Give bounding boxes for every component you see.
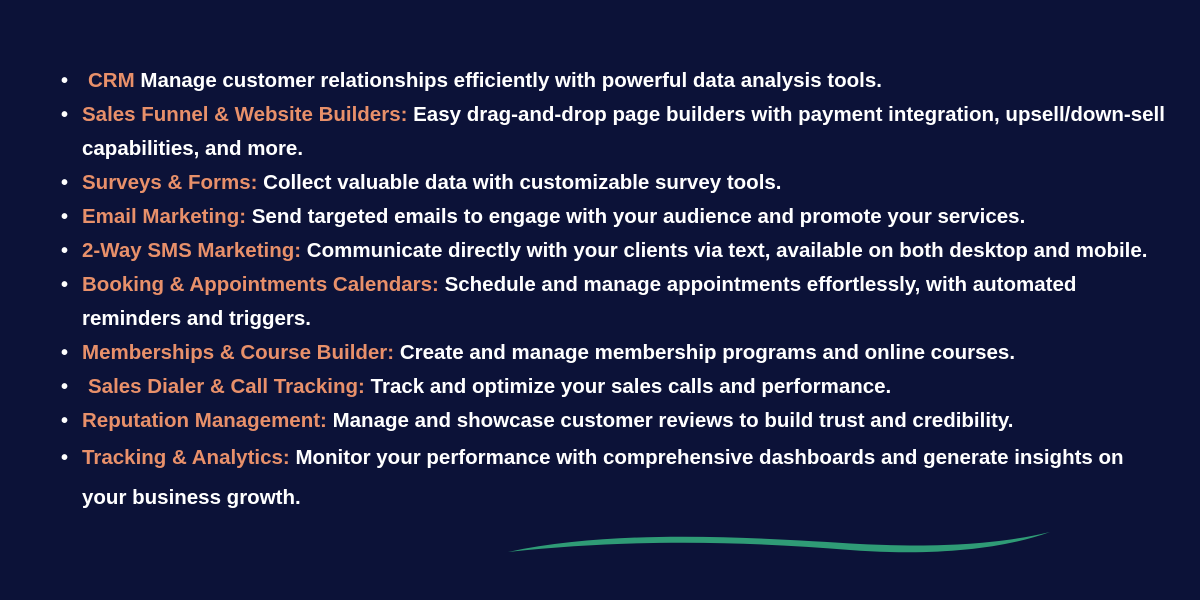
feature-description: Create and manage membership programs and online courses. — [399, 341, 1016, 364]
feature-list — [60, 64, 1172, 518]
feature-title: 2-Way SMS Marketing: — [82, 239, 302, 262]
bullet-icon: • — [61, 172, 69, 194]
feature-description: Easy drag-and-drop page builders with payment integration, upsell/down-sell capabilities, and more. — [82, 103, 1165, 160]
feature-title: Memberships & Course Builder: — [82, 341, 395, 364]
feature-item-booking — [61, 268, 1172, 336]
bullet-icon: • — [61, 410, 69, 432]
feature-title: Tracking & Analytics: — [82, 446, 290, 469]
feature-title: Sales Dialer & Call Tracking: — [88, 375, 365, 398]
feature-description: Communicate directly with your clients via text, available on both desktop and mobile. — [306, 239, 1148, 262]
feature-item-email-marketing — [61, 200, 1172, 234]
feature-item-sms-marketing — [61, 234, 1172, 268]
feature-item-tracking — [61, 438, 1172, 518]
feature-description: Send targeted emails to engage with your audience and promote your services. — [251, 205, 1026, 228]
feature-title: Surveys & Forms: — [82, 171, 258, 194]
feature-item-surveys — [61, 166, 1172, 200]
feature-description: Monitor your performance with comprehensive dashboards and generate insights on your business growth. — [82, 446, 1124, 509]
feature-item-crm — [61, 64, 1172, 98]
feature-item-sales-funnel — [61, 98, 1172, 166]
bullet-icon: • — [61, 70, 69, 92]
feature-item-sales-dialer — [61, 370, 1172, 404]
feature-item-reputation — [61, 404, 1172, 438]
bullet-icon: • — [61, 104, 69, 126]
feature-title: CRM — [88, 69, 135, 92]
bullet-icon: • — [61, 342, 69, 364]
feature-title: Email Marketing: — [82, 205, 247, 228]
bullet-icon: • — [61, 240, 69, 262]
bullet-icon: • — [61, 376, 69, 398]
feature-description: Manage and showcase customer reviews to build trust and credibility. — [332, 409, 1014, 432]
bullet-icon: • — [61, 447, 69, 469]
feature-description: Track and optimize your sales calls and performance. — [370, 375, 892, 398]
feature-title: Reputation Management: — [82, 409, 327, 432]
feature-description: Manage customer relationships efficiently with powerful data analysis tools. — [140, 69, 882, 92]
feature-title: Sales Funnel & Website Builders: — [82, 103, 408, 126]
feature-description: Schedule and manage appointments effortlessly, with automated reminders and triggers. — [82, 273, 1077, 330]
swoosh-decoration — [500, 520, 1060, 560]
feature-title: Booking & Appointments Calendars: — [82, 273, 439, 296]
feature-description: Collect valuable data with customizable survey tools. — [263, 171, 782, 194]
bullet-icon: • — [61, 206, 69, 228]
feature-item-memberships — [61, 336, 1172, 370]
bullet-icon: • — [61, 274, 69, 296]
